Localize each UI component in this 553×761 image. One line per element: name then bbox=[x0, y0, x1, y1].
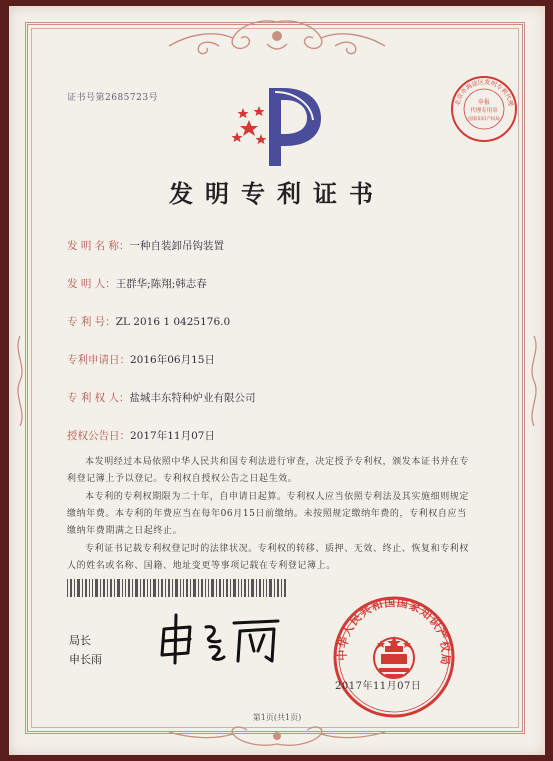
page-number: 第1页(共1页) bbox=[252, 713, 302, 722]
body-paragraph-2: 本专利的专利权期限为二十年，自申请日起算。专利权人应当依照专利法及其实施细则规定缴纳年费。本专利的年费应当在每年06月15日前缴纳。未按照规定缴纳年费的，专利权自应当缴纳年费期满之日起终止。 bbox=[67, 492, 470, 536]
top-ornament-icon bbox=[159, 16, 395, 58]
application-date-value: 2016年06月15日 bbox=[130, 354, 215, 366]
agency-seal-bottom-text: 国家知识产权局 bbox=[468, 117, 500, 122]
patentee-value: 盐城丰东特种炉业有限公司 bbox=[129, 392, 256, 404]
patent-number-label: 专 利 号： bbox=[67, 316, 116, 328]
patent-number-row bbox=[67, 314, 230, 329]
grant-date-row bbox=[67, 428, 215, 443]
body-paragraph-1: 本发明经过本局依照中华人民共和国专利法进行审查，决定授予专利权，颁发本证书并在专利登记簿上予以登记。专利权自授权公告之日起生效。 bbox=[67, 457, 470, 484]
application-date-label: 专利申请日： bbox=[67, 354, 130, 366]
barcode-icon bbox=[67, 579, 287, 597]
patent-number-value: ZL 2016 1 0425176.0 bbox=[115, 316, 231, 328]
agency-seal-top-text: 申报 bbox=[477, 99, 491, 106]
director-title: 局长 bbox=[69, 634, 91, 647]
certificate-page bbox=[9, 6, 545, 755]
patentee-row bbox=[67, 390, 256, 405]
agency-seal-mid-text: 代理专用章 bbox=[470, 108, 498, 114]
agency-seal-icon bbox=[449, 74, 519, 144]
patent-office-logo-icon bbox=[229, 80, 339, 175]
body-paragraph-3: 专利证书记载专利权登记时的法律状况。专利权的转移、质押、无效、终止、恢复和专利权人的姓名或名称、国籍、地址变更等事项记载在专利登记簿上。 bbox=[67, 544, 470, 571]
patentee-label: 专 利 权 人： bbox=[67, 392, 130, 404]
official-seal-text: 中华人民共和国国家知识产权局 bbox=[335, 595, 453, 667]
invention-name-value: 一种自装卸吊钩装置 bbox=[129, 240, 225, 252]
certificate-number: 证书号第2685723号 bbox=[67, 93, 159, 103]
inventor-row bbox=[67, 276, 207, 291]
invention-name-row bbox=[67, 238, 224, 253]
application-date-row bbox=[67, 352, 215, 367]
left-ornament-icon bbox=[13, 336, 27, 426]
certificate-title: 发明专利证书 bbox=[169, 179, 385, 208]
grant-date-value: 2017年11月07日 bbox=[130, 430, 215, 442]
agency-seal-outer-text: 北京市海淀区发明专利代理 bbox=[454, 78, 514, 107]
director-name: 申长雨 bbox=[69, 653, 102, 666]
seal-date: 2017年11月07日 bbox=[335, 681, 422, 692]
invention-name-label: 发 明 名 称： bbox=[67, 240, 130, 252]
grant-date-label: 授权公告日： bbox=[67, 430, 130, 442]
director-signature-icon bbox=[154, 611, 284, 666]
certificate-body bbox=[67, 454, 472, 575]
bottom-ornament-icon bbox=[159, 726, 395, 752]
inventor-label: 发 明 人： bbox=[67, 278, 116, 290]
right-ornament-icon bbox=[527, 336, 541, 426]
official-seal-icon bbox=[331, 594, 457, 720]
inventor-value: 王群华;陈翔;韩志春 bbox=[115, 278, 207, 290]
